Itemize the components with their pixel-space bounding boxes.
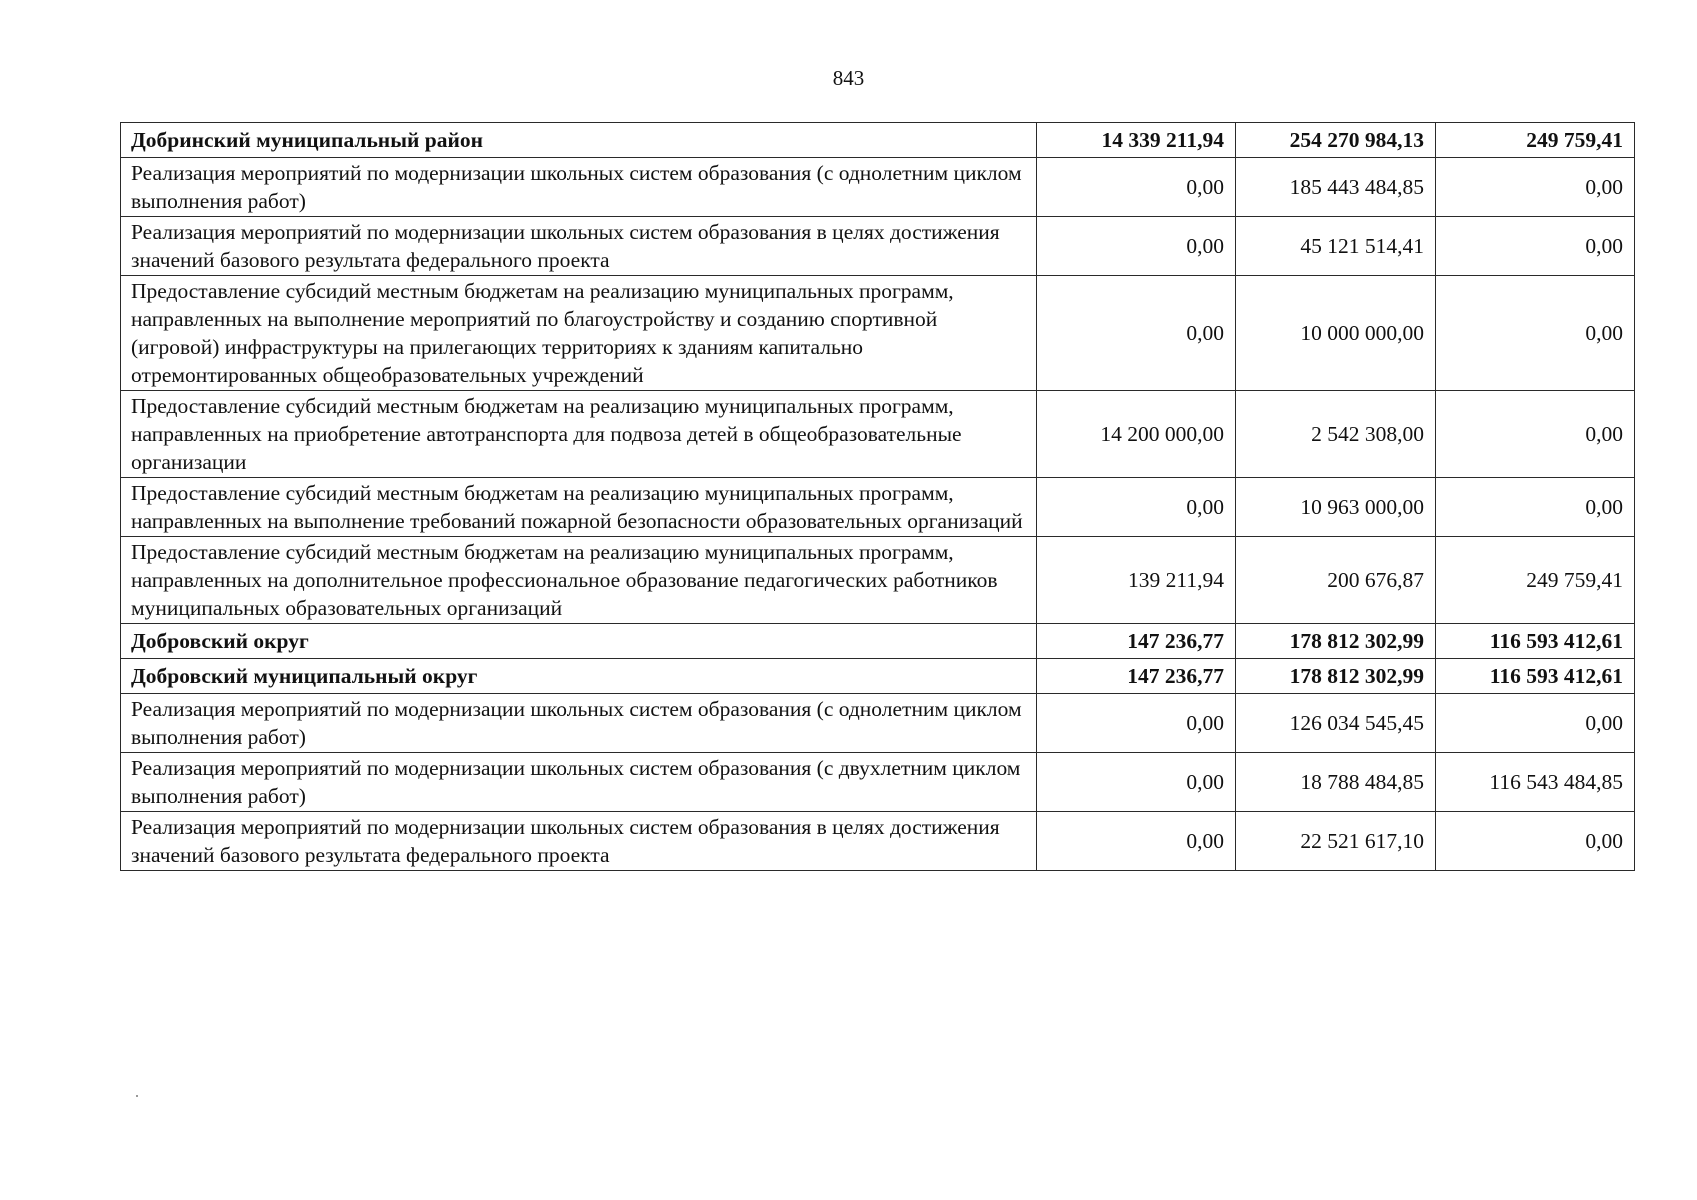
row-value-3: 0,00 [1436, 812, 1635, 871]
table-row [121, 391, 1635, 478]
row-value-3: 0,00 [1436, 276, 1635, 391]
row-label: Добровский округ [121, 624, 1037, 659]
row-label: Предоставление субсидий местным бюджетам на реализацию муниципальных программ, направленных на выполнение мероприятий по благоустройству и созданию спортивной (игровой) инфраструктуры на прилегающих территориях к зданиям капитально отремонтированных общеобразовательных учреждений [121, 276, 1037, 391]
row-value-2: 178 812 302,99 [1236, 624, 1436, 659]
row-label: Предоставление субсидий местным бюджетам на реализацию муниципальных программ, направленных на приобретение автотранспорта для подвоза детей в общеобразовательные организации [121, 391, 1037, 478]
table-row [121, 217, 1635, 276]
row-value-2: 45 121 514,41 [1236, 217, 1436, 276]
row-value-2: 254 270 984,13 [1236, 123, 1436, 158]
row-value-1: 0,00 [1037, 478, 1236, 537]
row-value-2: 126 034 545,45 [1236, 694, 1436, 753]
table-row-district-total [121, 123, 1635, 158]
row-value-1: 0,00 [1037, 694, 1236, 753]
table-row [121, 694, 1635, 753]
row-value-3: 116 593 412,61 [1436, 624, 1635, 659]
row-label: Реализация мероприятий по модернизации школьных систем образования в целях достижения значений базового результата федерального проекта [121, 812, 1037, 871]
row-value-3: 249 759,41 [1436, 537, 1635, 624]
row-label: Предоставление субсидий местным бюджетам на реализацию муниципальных программ, направленных на выполнение требований пожарной безопасности образовательных организаций [121, 478, 1037, 537]
row-value-2: 22 521 617,10 [1236, 812, 1436, 871]
row-label: Реализация мероприятий по модернизации школьных систем образования (с двухлетним циклом выполнения работ) [121, 753, 1037, 812]
row-value-1: 0,00 [1037, 812, 1236, 871]
row-value-1: 0,00 [1037, 276, 1236, 391]
row-value-2: 200 676,87 [1236, 537, 1436, 624]
table-row [121, 537, 1635, 624]
row-value-1: 147 236,77 [1037, 659, 1236, 694]
row-value-3: 0,00 [1436, 391, 1635, 478]
row-value-3: 0,00 [1436, 694, 1635, 753]
table-row [121, 753, 1635, 812]
row-label: Предоставление субсидий местным бюджетам на реализацию муниципальных программ, направленных на дополнительное профессиональное образование педагогических работников муниципальных образовательных организаций [121, 537, 1037, 624]
row-label: Добринский муниципальный район [121, 123, 1037, 158]
row-value-3: 116 593 412,61 [1436, 659, 1635, 694]
row-value-3: 0,00 [1436, 217, 1635, 276]
row-value-3: 116 543 484,85 [1436, 753, 1635, 812]
row-label: Реализация мероприятий по модернизации школьных систем образования (с однолетним циклом выполнения работ) [121, 694, 1037, 753]
row-value-1: 14 339 211,94 [1037, 123, 1236, 158]
budget-table [120, 122, 1635, 871]
table-row [121, 158, 1635, 217]
table-row [121, 812, 1635, 871]
row-label: Реализация мероприятий по модернизации школьных систем образования (с однолетним циклом выполнения работ) [121, 158, 1037, 217]
row-value-3: 0,00 [1436, 158, 1635, 217]
row-value-1: 139 211,94 [1037, 537, 1236, 624]
row-value-2: 178 812 302,99 [1236, 659, 1436, 694]
row-value-2: 10 963 000,00 [1236, 478, 1436, 537]
table-row-okrug-total [121, 624, 1635, 659]
table-row-municipal-okrug-total [121, 659, 1635, 694]
row-value-2: 10 000 000,00 [1236, 276, 1436, 391]
row-value-2: 18 788 484,85 [1236, 753, 1436, 812]
row-value-3: 0,00 [1436, 478, 1635, 537]
row-value-1: 0,00 [1037, 217, 1236, 276]
scan-speck [136, 1095, 138, 1097]
row-value-1: 0,00 [1037, 753, 1236, 812]
page-number: 843 [832, 66, 865, 90]
row-value-1: 0,00 [1037, 158, 1236, 217]
row-value-2: 2 542 308,00 [1236, 391, 1436, 478]
table-row [121, 276, 1635, 391]
row-value-1: 147 236,77 [1037, 624, 1236, 659]
row-label: Реализация мероприятий по модернизации школьных систем образования в целях достижения значений базового результата федерального проекта [121, 217, 1037, 276]
table-row [121, 478, 1635, 537]
row-value-1: 14 200 000,00 [1037, 391, 1236, 478]
budget-table-body [121, 123, 1635, 871]
row-value-3: 249 759,41 [1436, 123, 1635, 158]
row-label: Добровский муниципальный округ [121, 659, 1037, 694]
row-value-2: 185 443 484,85 [1236, 158, 1436, 217]
